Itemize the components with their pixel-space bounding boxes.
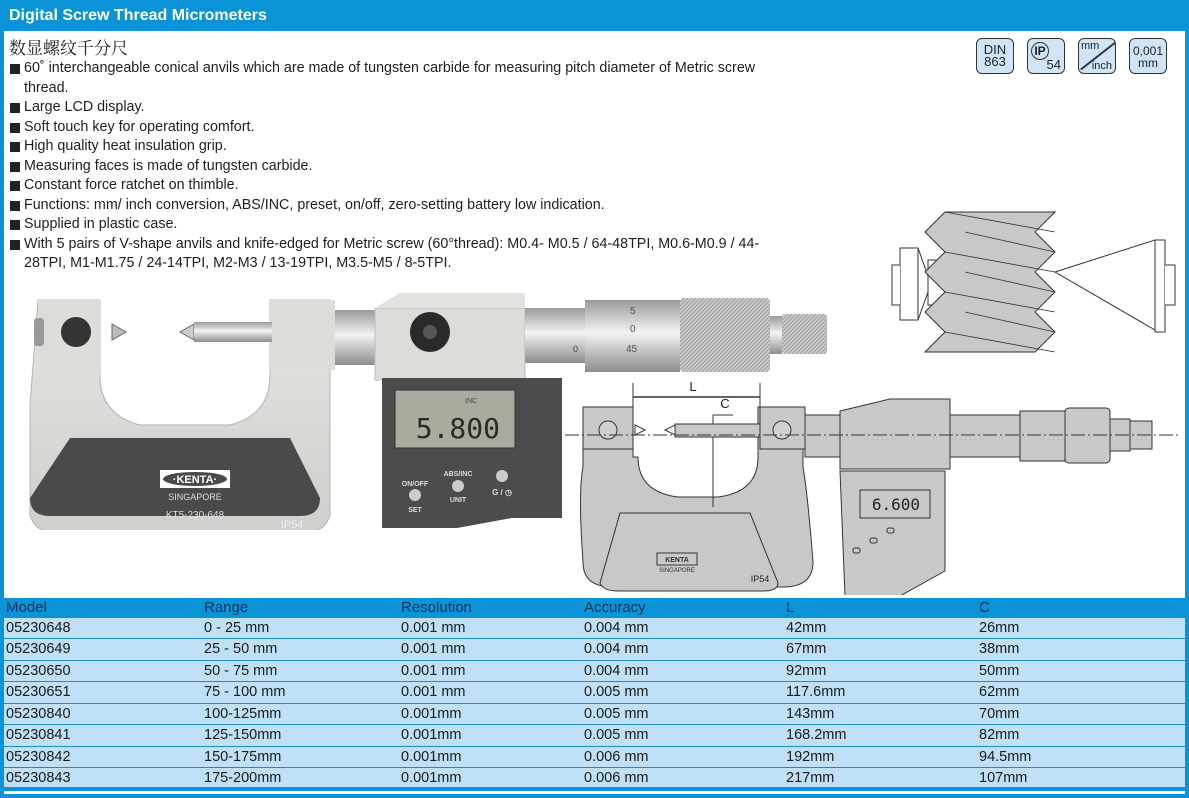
cell-c: 82mm	[977, 725, 1185, 747]
cell-l: 143mm	[784, 703, 977, 725]
zero-power-button[interactable]	[496, 470, 508, 482]
cell-model: 05230842	[4, 746, 202, 768]
cell-model: 05230650	[4, 660, 202, 682]
cell-range: 0 - 25 mm	[202, 617, 399, 639]
table-row	[4, 746, 1185, 768]
spindle-anvil	[180, 324, 194, 340]
table-row	[4, 703, 1185, 725]
resolution-icon	[1129, 38, 1167, 74]
cell-accuracy: 0.004 mm	[582, 660, 784, 682]
dimension-l-label: L	[689, 379, 697, 394]
cell-resolution: 0.001mm	[399, 703, 582, 725]
cell-range: 25 - 50 mm	[202, 639, 399, 661]
din-863-icon	[976, 38, 1014, 74]
drawing-thimble	[1020, 411, 1065, 461]
brand-sub: SINGAPORE	[168, 492, 222, 502]
drawing-lcd-reading: 6.600	[871, 495, 920, 514]
cell-model: 05230649	[4, 639, 202, 661]
table-row	[4, 617, 1185, 639]
din-number: 863	[984, 54, 1006, 69]
cell-accuracy: 0.005 mm	[582, 682, 784, 704]
table-row	[4, 682, 1185, 704]
feature-item: 60˚ interchangeable conical anvils which are made of tungsten carbide for measuring pitch diameter of Metric screw thread.	[9, 59, 789, 98]
fixed-anvil	[112, 324, 126, 340]
cell-l: 92mm	[784, 660, 977, 682]
page-subtitle-chinese: 数显螺纹千分尺	[9, 39, 128, 59]
ip54-icon	[1027, 38, 1065, 74]
dimension-c-label: C	[720, 396, 730, 411]
cell-resolution: 0.001mm	[399, 725, 582, 747]
cell-resolution: 0.001 mm	[399, 682, 582, 704]
cell-c: 50mm	[977, 660, 1185, 682]
thimble-knurl	[680, 298, 770, 372]
zero-power-label: G / ◷	[492, 488, 512, 497]
absinc-label: ABS/INC	[443, 471, 473, 478]
thread-measurement-diagram	[890, 210, 1180, 360]
drawing-brand-sub: SINGAPORE	[659, 568, 695, 574]
cell-model: 05230651	[4, 682, 202, 704]
cell-l: 67mm	[784, 639, 977, 661]
screw-thread	[925, 212, 1055, 352]
feature-item: Soft touch key for operating comfort.	[9, 118, 789, 138]
cell-c: 107mm	[977, 768, 1185, 790]
din-label: DIN	[983, 42, 1007, 57]
cell-range: 125-150mm	[202, 725, 399, 747]
ip-number: 54	[1046, 57, 1061, 72]
cone-anvil	[1055, 240, 1155, 330]
cell-c: 62mm	[977, 682, 1185, 704]
cell-accuracy: 0.006 mm	[582, 768, 784, 790]
unit-inch: inch	[1091, 60, 1112, 72]
cell-resolution: 0.001mm	[399, 768, 582, 790]
cell-l: 117.6mm	[784, 682, 977, 704]
table-row	[4, 639, 1185, 661]
table-row	[4, 725, 1185, 747]
cell-accuracy: 0.004 mm	[582, 639, 784, 661]
cell-resolution: 0.001 mm	[399, 660, 582, 682]
onoff-label: ON/OFF	[401, 481, 429, 488]
unit-mm: mm	[1081, 40, 1100, 52]
cell-accuracy: 0.006 mm	[582, 746, 784, 768]
cell-c: 94.5mm	[977, 746, 1185, 768]
dimension-drawing	[565, 375, 1185, 595]
feature-item: Measuring faces is made of tungsten carbide.	[9, 157, 789, 177]
cell-range: 75 - 100 mm	[202, 682, 399, 704]
feature-item: With 5 pairs of V-shape anvils and knife-edged for Metric screw (60°thread): M0.4- M0.5 / 64-48TPI, M0.6-M0.9 / 44-28TPI, M1-M1.75 / 24-14TPI, M2-M3 / 13-19TPI, M3.5-M5 / 8-5TPI.	[9, 235, 789, 274]
sleeve-scale-0: 0	[573, 344, 579, 354]
feature-item: Constant force ratchet on thimble.	[9, 176, 789, 196]
ip-label: IP	[1031, 42, 1049, 60]
spec-badges	[976, 38, 1167, 74]
cell-l: 217mm	[784, 768, 977, 790]
cell-model: 05230648	[4, 617, 202, 639]
cell-accuracy: 0.005 mm	[582, 703, 784, 725]
header-l: L	[784, 598, 977, 617]
header-range: Range	[202, 598, 399, 617]
cell-model: 05230841	[4, 725, 202, 747]
drawing-brand: KENTA	[665, 557, 689, 564]
lcd-reading: 5.800	[415, 412, 500, 445]
cell-l: 42mm	[784, 617, 977, 639]
mm-inch-icon	[1078, 38, 1116, 74]
resolution-value: 0,001	[1132, 44, 1164, 58]
table-row	[4, 660, 1185, 682]
absinc-unit-button[interactable]	[452, 480, 464, 492]
feature-item: High quality heat insulation grip.	[9, 137, 789, 157]
drawing-ip-rating: IP54	[750, 574, 770, 584]
cell-c: 26mm	[977, 617, 1185, 639]
cell-model: 05230840	[4, 703, 202, 725]
cell-resolution: 0.001mm	[399, 746, 582, 768]
sleeve	[525, 308, 585, 363]
model-code: KT5-230-648	[165, 510, 225, 521]
thimble-scale-0: 0	[630, 324, 636, 335]
onoff-set-button[interactable]	[409, 489, 421, 501]
lcd-mode: INC	[465, 398, 478, 405]
cell-resolution: 0.001 mm	[399, 639, 582, 661]
feature-item: Functions: mm/ inch conversion, ABS/INC, preset, on/off, zero-setting battery low indication.	[9, 196, 789, 216]
cell-range: 175-200mm	[202, 768, 399, 790]
thimble-scale-5: 5	[630, 306, 636, 317]
cell-l: 168.2mm	[784, 725, 977, 747]
unit-label: UNIT	[449, 497, 467, 504]
spindle	[194, 322, 272, 342]
cell-c: 70mm	[977, 703, 1185, 725]
page-title: Digital Screw Thread Micrometers	[0, 0, 1189, 31]
cell-range: 150-175mm	[202, 746, 399, 768]
cell-l: 192mm	[784, 746, 977, 768]
ratchet-stop	[782, 314, 827, 354]
feature-list	[9, 59, 789, 274]
brand-logo: ·KENTA·	[172, 474, 218, 486]
table-header-row	[4, 598, 1185, 617]
cell-model: 05230843	[4, 768, 202, 790]
feature-item: Supplied in plastic case.	[9, 215, 789, 235]
header-resolution: Resolution	[399, 598, 582, 617]
anvil-lock-knob	[61, 317, 91, 347]
cell-range: 50 - 75 mm	[202, 660, 399, 682]
cell-resolution: 0.001 mm	[399, 617, 582, 639]
feature-item: Large LCD display.	[9, 98, 789, 118]
cell-accuracy: 0.004 mm	[582, 617, 784, 639]
ip-rating: IP54	[280, 519, 304, 530]
header-model: Model	[4, 598, 202, 617]
cell-range: 100-125mm	[202, 703, 399, 725]
cell-c: 38mm	[977, 639, 1185, 661]
set-label: SET	[408, 507, 422, 514]
header-c: C	[977, 598, 1185, 617]
table-row	[4, 768, 1185, 790]
specification-table	[4, 598, 1185, 791]
left-anvil-holder	[900, 248, 918, 320]
barrel-housing	[375, 308, 525, 380]
cell-accuracy: 0.005 mm	[582, 725, 784, 747]
header-accuracy: Accuracy	[582, 598, 784, 617]
thimble-scale-45: 45	[626, 344, 638, 355]
resolution-unit: mm	[1138, 56, 1158, 70]
